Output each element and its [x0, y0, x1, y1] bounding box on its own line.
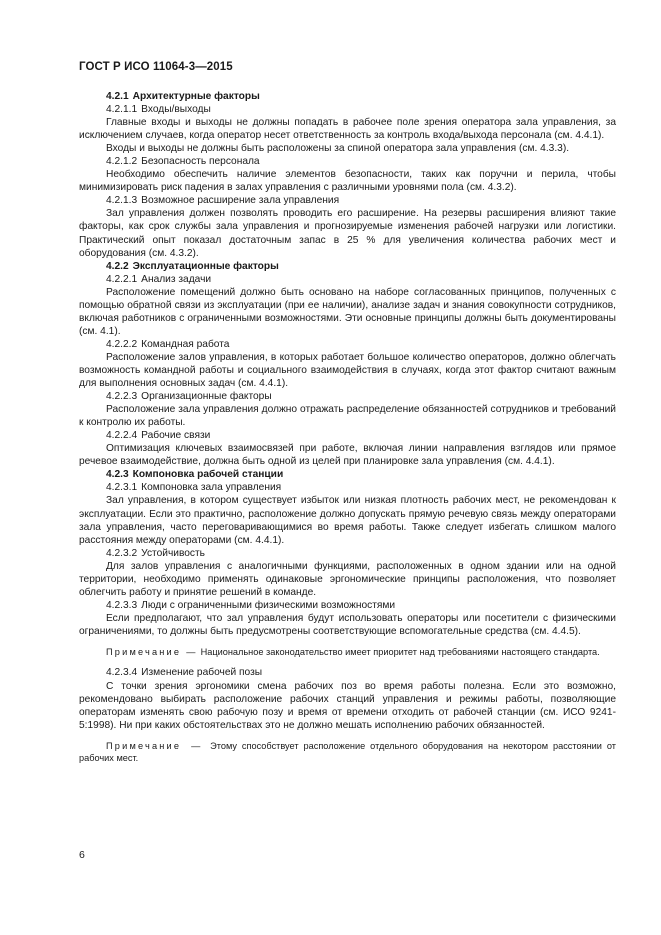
section-title: Архитектурные факторы — [132, 91, 260, 102]
section-number: 4.2.3.3 — [106, 599, 138, 611]
subsection-heading — [79, 666, 616, 679]
paragraph: Главные входы и выходы не должны попадать в рабочее поле зрения оператора зала управления, за исключением случаев, когда оператор несет ответственность за контроль входа/выхода персонала (см. 4.4.1). — [79, 117, 616, 142]
section-title: Организационные факторы — [141, 391, 272, 403]
subsection-heading — [79, 155, 616, 168]
section-number: 4.2.2.1 — [106, 273, 138, 285]
paragraph: Зал управления, в котором существует избыток или низкая плотность рабочих мест, не рекомендован к эксплуатации. Если это практично, расположение должно допускать прямую речевую связь между операторами зала управления, часто переговаривающимися во время работы. Также следует избегать слишком малого расстояния между операторами (см. 4.4.1). — [79, 495, 616, 546]
note-label: Примечание — [106, 740, 182, 751]
section-number: 4.2.2.4 — [106, 430, 138, 442]
subsection-heading — [79, 103, 616, 116]
section-title: Безопасность персонала — [141, 156, 260, 168]
section-title: Эксплуатационные факторы — [132, 260, 279, 272]
paragraph: Расположение зала управления должно отражать распределение обязанностей сотрудников и требований к контролю их работы. — [79, 404, 616, 429]
paragraph: С точки зрения эргономики смена рабочих поз во время работы полезна. Если это возможно, рекомендовано выбирать расположение рабочих станций управления и режимы работы, позволяющие операторам изменять свою рабочую позу и время от времени отходить от рабочей станции (см. ИСО 9241-5:1998). Ни при каких обстоятельствах это не должно мешать исполнению рабочих обязанностей. — [79, 680, 616, 731]
paragraph: Расположение залов управления, в которых работает большое количество операторов, должно облегчать возможность командной работы и социального взаимодействия в случаях, когда этот фактор считают важным для выполнения основных задач (см. 4.4.1). — [79, 351, 616, 390]
section-heading — [79, 90, 616, 103]
subsection-heading — [79, 547, 616, 560]
page-number: 6 — [79, 849, 85, 861]
section-number: 4.2.1.1 — [106, 104, 138, 116]
paragraph: Необходимо обеспечить наличие элементов безопасности, таких как поручни и перила, чтобы минимизировать риск падения в залах управления с различными уровнями пола (см. 4.3.2). — [79, 169, 616, 194]
subsection-heading — [79, 481, 616, 494]
section-number: 4.2.3.1 — [106, 482, 138, 494]
section-title: Анализ задачи — [141, 273, 212, 285]
subsection-heading — [79, 599, 616, 612]
paragraph: Входы и выходы не должны быть расположены за спиной оператора зала управления (см. 4.3.3). — [106, 143, 570, 155]
section-title: Люди с ограниченными физическими возможностями — [141, 599, 396, 611]
section-title: Компоновка зала управления — [141, 482, 282, 494]
subsection-heading — [79, 273, 616, 286]
section-title: Командная работа — [141, 338, 230, 350]
section-title: Рабочие связи — [141, 430, 211, 442]
section-title: Компоновка рабочей станции — [132, 469, 284, 481]
section-heading — [79, 260, 616, 273]
note — [79, 646, 616, 659]
section-number: 4.2.2 — [106, 260, 129, 272]
subsection-heading — [79, 429, 616, 442]
paragraph: Если предполагают, что зал управления будут использовать операторы или посетители с физическими ограничениями, то должны быть предусмотрены соответствующие вспомогательные средства (см. 4.4.5). — [79, 612, 616, 637]
note-dash: — — [186, 646, 196, 657]
subsection-heading — [79, 194, 616, 207]
subsection-heading — [79, 390, 616, 403]
section-title: Изменение рабочей позы — [141, 667, 263, 679]
note-dash: — — [191, 740, 201, 751]
paragraph: Расположение помещений должно быть основано на наборе согласованных принципов, полученных с помощью обратной связи из эксплуатации (при ее наличии), анализе задач и знания совокупности сотрудников, включая работников с ограниченными возможностями. Эти основные принципы должны быть документированы (см. 4.1). — [79, 286, 616, 337]
section-number: 4.2.3.2 — [106, 547, 138, 559]
note-text: Национальное законодательство имеет приоритет над требованиями настоящего стандарта. — [200, 646, 600, 657]
section-number: 4.2.2.2 — [106, 338, 138, 350]
note-label: Примечание — [106, 646, 182, 657]
paragraph: Зал управления должен позволять проводить его расширение. На резервы расширения влияют такие факторы, как срок службы зала управления и прогнозируемые изменения рабочей нагрузки или логистики. Практический опыт показал достаточным запас в 25 % для увеличения количества рабочих мест и оборудования (см. 4.3.2). — [79, 208, 616, 259]
section-heading — [79, 468, 616, 481]
section-number: 4.2.1.3 — [106, 195, 138, 207]
section-title: Устойчивость — [141, 547, 205, 559]
document-body — [79, 90, 616, 773]
paragraph: Оптимизация ключевых взаимосвязей при работе, включая линии направления взглядов или прямое речевое взаимодействие, должна быть одной из целей при планировке зала управления (см. 4.4.1). — [79, 443, 616, 468]
section-number: 4.2.2.3 — [106, 391, 138, 403]
section-number: 4.2.1 — [106, 91, 129, 102]
section-title: Входы/выходы — [141, 104, 211, 116]
document-header: ГОСТ Р ИСО 11064-3—2015 — [79, 61, 233, 73]
section-number: 4.2.3 — [106, 469, 129, 481]
section-number: 4.2.3.4 — [106, 667, 138, 679]
note-text: Этому способствует расположение отдельного оборудования на некотором расстоянии от рабочих мест. — [79, 740, 616, 764]
section-title: Возможное расширение зала управления — [141, 195, 340, 207]
note — [79, 740, 616, 765]
paragraph: Для залов управления с аналогичными функциями, расположенных в одном здании или на одной территории, необходимо применять одинаковые эргономические принципы расположения, что позволяет облегчить работу и принятие решений в команде. — [79, 560, 616, 598]
section-number: 4.2.1.2 — [106, 156, 138, 168]
subsection-heading — [79, 338, 616, 351]
